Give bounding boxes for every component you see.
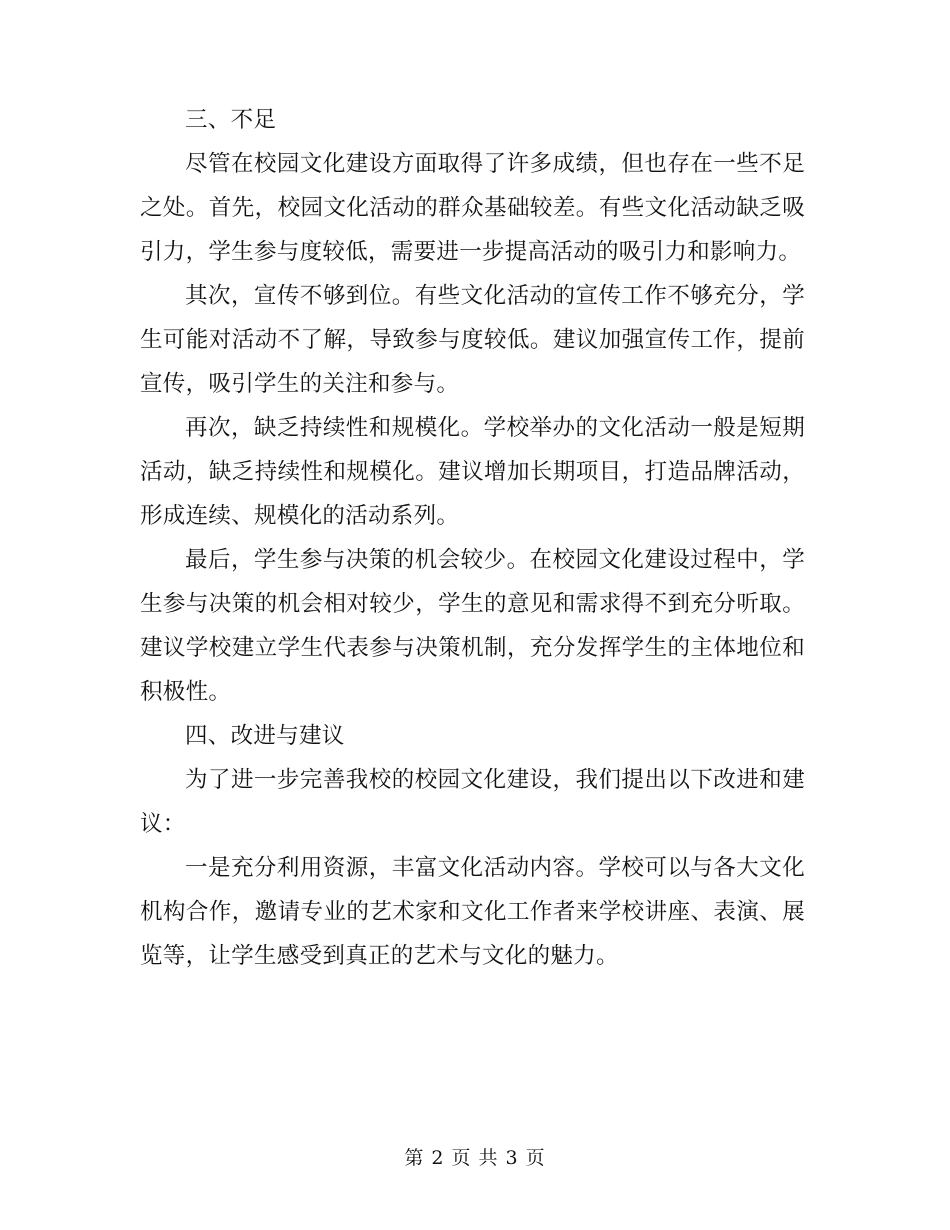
- section-heading-improvements: 四、改进与建议: [185, 723, 345, 749]
- paragraph-shortcomings-intro: 尽管在校园文化建设方面取得了许多成绩，但也存在一些不足之处。首先，校园文化活动的群众基础较差。有些文化活动缺乏吸引力，学生参与度较低，需要进一步提高活动的吸引力和影响力。: [140, 151, 805, 265]
- section-heading-shortcomings: 三、不足: [185, 107, 277, 133]
- paragraph-publicity: 其次，宣传不够到位。有些文化活动的宣传工作不够充分，学生可能对活动不了解，导致参与度较低。建议加强宣传工作，提前宣传，吸引学生的关注和参与。: [140, 283, 805, 397]
- page-number-footer: 第 2 页 共 3 页: [404, 1147, 546, 1169]
- document-body: [140, 98, 805, 978]
- paragraph-improvements-intro: 为了进一步完善我校的校园文化建设，我们提出以下改进和建议：: [140, 767, 805, 837]
- paragraph-continuity: 再次，缺乏持续性和规模化。学校举办的文化活动一般是短期活动，缺乏持续性和规模化。建议增加长期项目，打造品牌活动，形成连续、规模化的活动系列。: [140, 415, 805, 529]
- paragraph-student-decision: 最后，学生参与决策的机会较少。在校园文化建设过程中，学生参与决策的机会相对较少，学生的意见和需求得不到充分听取。建议学校建立学生代表参与决策机制，充分发挥学生的主体地位和积极性。: [140, 547, 805, 705]
- paragraph-resources: 一是充分利用资源，丰富文化活动内容。学校可以与各大文化机构合作，邀请专业的艺术家和文化工作者来学校讲座、表演、展览等，让学生感受到真正的艺术与文化的魅力。: [140, 855, 805, 969]
